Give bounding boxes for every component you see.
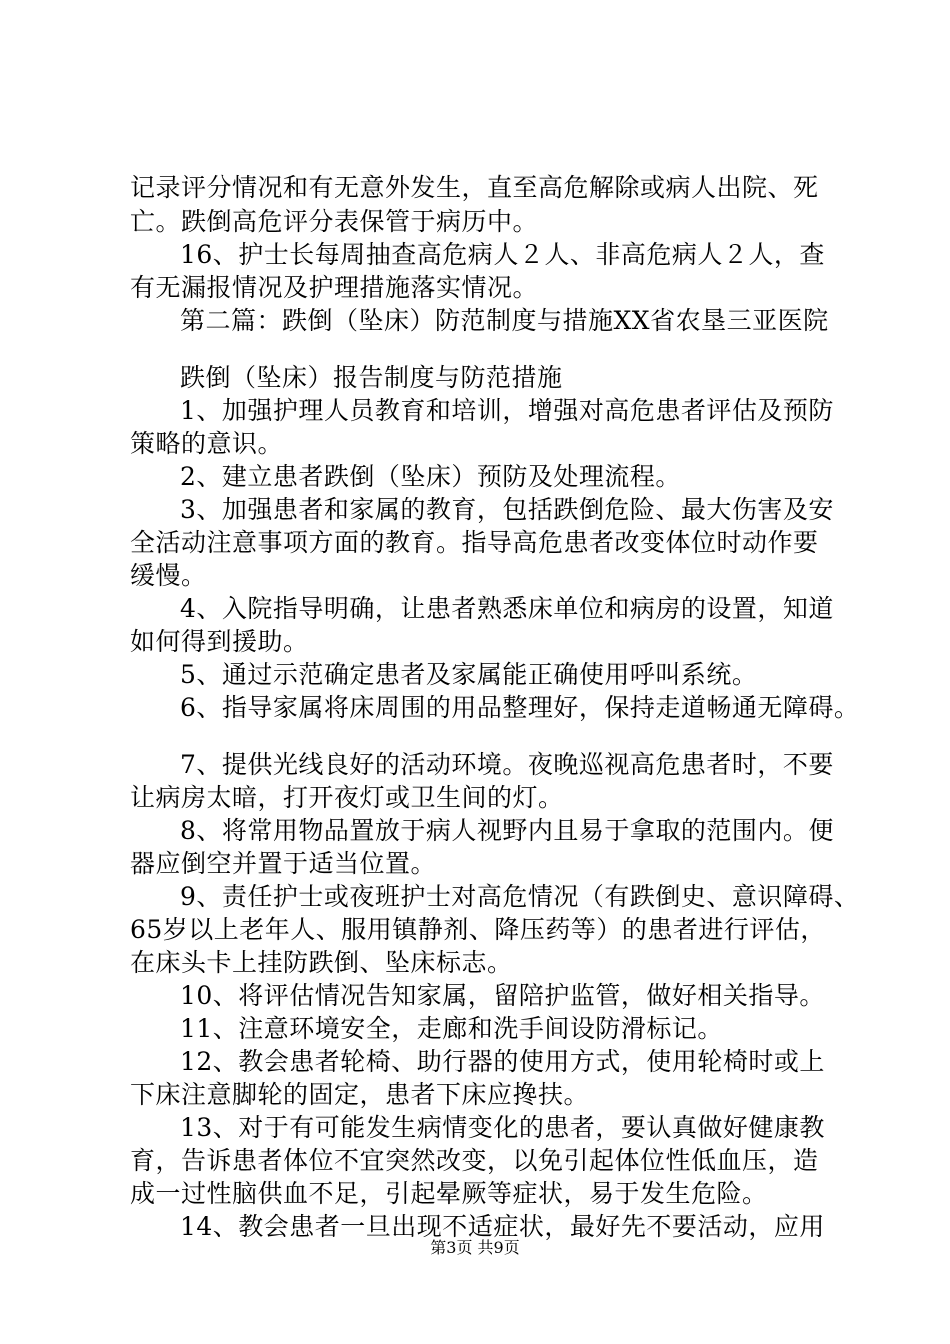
text-line: 在床头卡上挂防跌倒、坠床标志。 <box>130 948 513 977</box>
text-line: 16、护士长每周抽查高危病人２人、非高危病人２人，查 <box>180 240 825 269</box>
text-line: 9、责任护士或夜班护士对高危情况（有跌倒史、意识障碍、 <box>180 882 860 911</box>
text-line: 全活动注意事项方面的教育。指导高危患者改变体位时动作要 <box>130 528 819 557</box>
text-line: 育，告诉患者体位不宜突然改变，以免引起体位性低血压，造 <box>130 1146 819 1175</box>
text-line: 13、对于有可能发生病情变化的患者，要认真做好健康教 <box>180 1113 825 1142</box>
text-line: 11、注意环境安全，走廊和洗手间设防滑标记。 <box>180 1014 723 1043</box>
document-subtitle: 跌倒（坠床）报告制度与防范措施 <box>180 363 563 392</box>
text-line: 成一过性脑供血不足，引起晕厥等症状，易于发生危险。 <box>130 1179 768 1208</box>
text-line: 7、提供光线良好的活动环境。夜晚巡视高危患者时，不要 <box>180 750 834 779</box>
text-line: 器应倒空并置于适当位置。 <box>130 849 437 878</box>
text-line: 6、指导家属将床周围的用品整理好，保持走道畅通无障碍。 <box>180 693 860 722</box>
text-line: 8、将常用物品置放于病人视野内且易于拿取的范围内。便 <box>180 816 834 845</box>
text-line: 如何得到援助。 <box>130 627 309 656</box>
text-line: 让病房太暗，打开夜灯或卫生间的灯。 <box>130 783 564 812</box>
text-line: 14、教会患者一旦出现不适症状，最好先不要活动，应用 <box>180 1212 825 1241</box>
section-heading: 第二篇：跌倒（坠床）防范制度与措施XX省农垦三亚医院 <box>180 306 829 335</box>
text-line: 1、加强护理人员教育和培训，增强对高危患者评估及预防 <box>180 396 834 425</box>
text-line: 亡。跌倒高危评分表保管于病历中。 <box>130 207 539 236</box>
text-line: 10、将评估情况告知家属，留陪护监管，做好相关指导。 <box>180 981 825 1010</box>
text-line: 5、通过示范确定患者及家属能正确使用呼叫系统。 <box>180 660 758 689</box>
text-line: 记录评分情况和有无意外发生，直至高危解除或病人出院、死 <box>130 173 819 202</box>
page-number-footer: 第3页 共9页 <box>430 1238 520 1257</box>
text-line: 2、建立患者跌倒（坠床）预防及处理流程。 <box>180 462 681 491</box>
text-line: 有无漏报情况及护理措施落实情况。 <box>130 273 539 302</box>
text-line: 65岁以上老年人、服用镇静剂、降压药等）的患者进行评估， <box>130 915 826 944</box>
text-line: 12、教会患者轮椅、助行器的使用方式，使用轮椅时或上 <box>180 1047 825 1076</box>
text-line: 策略的意识。 <box>130 429 284 458</box>
text-line: 3、加强患者和家属的教育，包括跌倒危险、最大伤害及安 <box>180 495 834 524</box>
text-line: 下床注意脚轮的固定，患者下床应搀扶。 <box>130 1080 590 1109</box>
text-line: 缓慢。 <box>130 561 207 590</box>
text-line: 4、入院指导明确，让患者熟悉床单位和病房的设置，知道 <box>180 594 834 623</box>
